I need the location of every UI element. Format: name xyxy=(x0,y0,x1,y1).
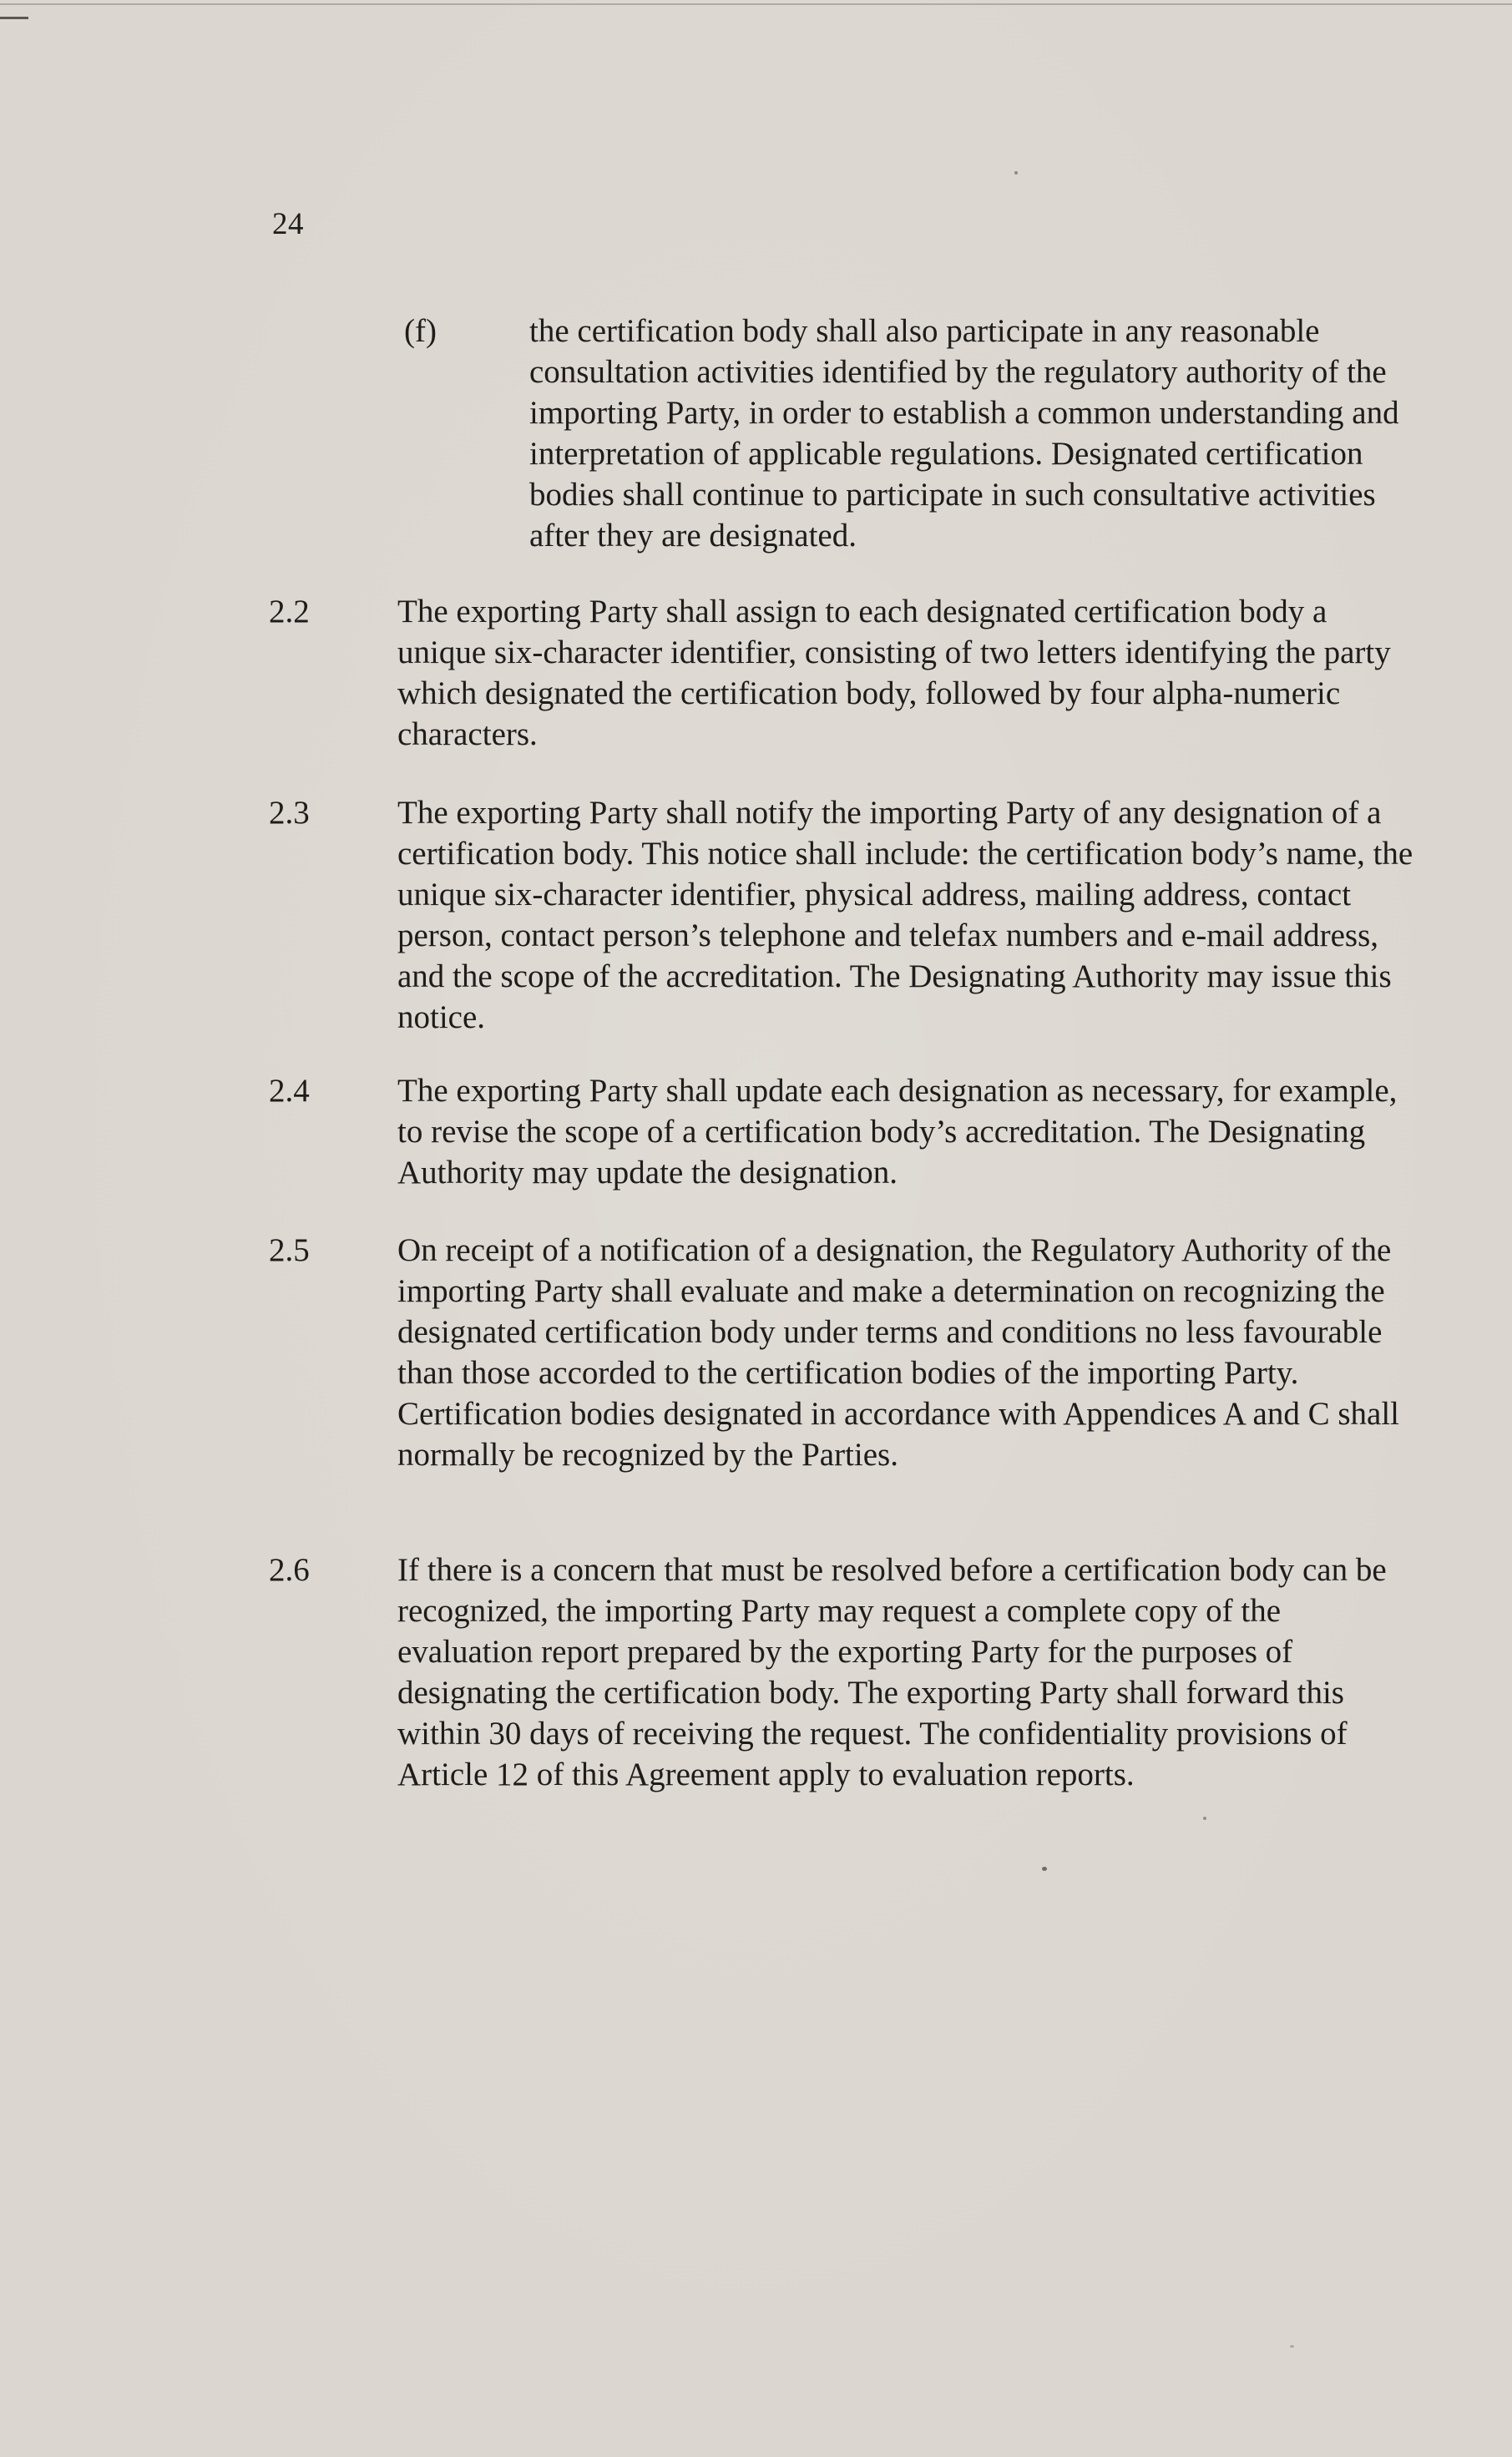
clause-text-2-3: The exporting Party shall notify the importing Party of any designation of a certification body. This notice shall include: the certification body’s name, the unique six-character identifier, physical address, mailing address, contact person, contact person’s telephone and telefax numbers and e-mail address, and the scope of the accreditation. The Designating Authority may issue this notice. xyxy=(397,795,1413,1035)
clause-text-2-5: On receipt of a notification of a designation, the Regulatory Authority of the importing Party shall evaluate and make a determination on recognizing the designated certification body under terms and conditions no less favourable than those accorded to the certification bodies of the importing Party. Certification bodies designated in accordance with Appendices A and C shall normally be recognized by the Parties. xyxy=(397,1232,1400,1473)
paper-speck xyxy=(1290,2345,1294,2348)
clause-text-2-4: The exporting Party shall update each designation as necessary, for example, to revise the scope of a certification body’s accreditation. The Designating Authority may update the designation. xyxy=(397,1073,1398,1191)
clause-number-2-4: 2.4 xyxy=(269,1073,310,1109)
subclause-label-f: (f) xyxy=(404,313,437,349)
clause-number-2-5: 2.5 xyxy=(269,1232,310,1268)
clause-number-2-6: 2.6 xyxy=(269,1552,310,1588)
clause-number-2-3: 2.3 xyxy=(269,795,310,831)
subclause-text-f: the certification body shall also participate in any reasonable consultation activities identified by the regulatory authority of the importing Party, in order to establish a common understanding and interpretation of applicable regulations. Designated certification bodies shall continue to participate in such consultative activities after they are designated. xyxy=(529,313,1399,554)
corner-mark xyxy=(0,17,28,19)
clause-number-2-2: 2.2 xyxy=(269,594,310,629)
paper-speck xyxy=(1014,171,1018,174)
clause-text-2-2: The exporting Party shall assign to each designated certification body a unique six-character identifier, consisting of two letters identifying the party which designated the certification body, followed by four alpha-numeric characters. xyxy=(397,594,1391,752)
paper-speck xyxy=(1203,1817,1206,1820)
paper-speck xyxy=(1042,1867,1047,1871)
page-top-edge xyxy=(0,3,1512,5)
clause-text-2-6: If there is a concern that must be resolved before a certification body can be recognized, the importing Party may request a complete copy of the evaluation report prepared by the exporting Party for the purposes of designating the certification body. The exporting Party shall forward this within 30 days of receiving the request. The confidentiality provisions of Article 12 of this Agreement apply to evaluation reports. xyxy=(397,1552,1387,1792)
page-number: 24 xyxy=(272,207,304,241)
